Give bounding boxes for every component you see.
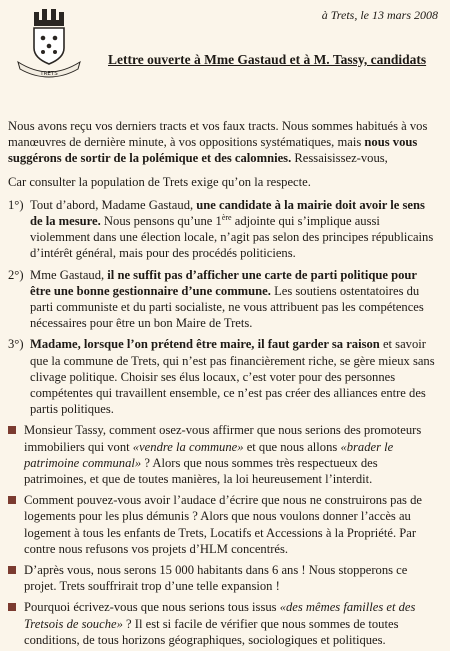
point-2: 2°) Mme Gastaud, il ne suffit pas d’afficher une carte de parti politique pour être une bonne gestionnaire d’une commune. Les soutiens ostentatoires du parti communiste et du parti socialiste, ne vous attribuent pas les compétences nécessaires pour être un bon Maire de Trets. [8, 267, 424, 331]
square-bullet-icon [8, 496, 16, 504]
point-number: 1°) [8, 197, 24, 212]
bullet-item: Monsieur Tassy, comment osez-vous affirmer que nous serions des promoteurs immobiliers qui vont «vendre la commune» et que nous allons «brader le patrimoine communal» ? Alors que nous sommes très respectueux des patrimoines, et que de toutes manières, la loi heureusement l’interdit. [8, 422, 438, 487]
consult-paragraph: Car consulter la population de Trets exige qu’on la respecte. [8, 174, 311, 189]
letter-title: Lettre ouverte à Mme Gastaud et à M. Tassy, candidats [108, 52, 427, 67]
intro-paragraph: Nous avons reçu vos derniers tracts et vos faux tracts. Nous sommes habitués à vos manœuvres de dernière minute, à vos oppositions systématiques, mais nous vous suggérons de sortir de la polémique et des calomnies. Ressaisissez-vous, [8, 119, 428, 166]
square-bullet-icon [8, 603, 16, 611]
point-number: 2°) [8, 267, 24, 282]
square-bullet-icon [8, 566, 16, 574]
town-crest-icon [14, 6, 84, 78]
bullet-item: D’après vous, nous serons 15 000 habitants dans 6 ans ! Nous stopperons ce projet. Trets souffrirait trop d’une telle expansion ! [8, 562, 438, 594]
letter-body [8, 118, 438, 648]
crest-banner-text: TRETS [40, 71, 58, 77]
square-bullet-icon [8, 426, 16, 434]
bullet-item: Pourquoi écrivez-vous que nous serions tous issus «des mêmes familles et des Tretsois de souche» ? Il est si facile de vérifier que nous sommes de toutes conditions, de tous horizons géographiques, sociologiques et politiques. [8, 599, 438, 648]
point-number: 3°) [8, 337, 24, 352]
point-1: 1°) Tout d’abord, Madame Gastaud, une candidate à la mairie doit avoir le sens de la mesure. Nous pensons qu’une 1ère adjointe qui s’implique aussi violemment dans une élection locale, n’agit pas selon des principes républicains d’intérêt général, mais pour des procédés politiciens. [8, 197, 434, 261]
point-3: 3°) Madame, lorsque l’on prétend être maire, il faut garder sa raison et savoir que la commune de Trets, qui n’est pas financièrement riche, se gère mieux sans clivage politique. Choisir ses élus locaux, c’est voter pour des personnes compétentes qui travaillent ensemble, ce n’est pas créer des alliances entre des partis politiques. [8, 337, 435, 417]
dateline: à Trets, le 13 mars 2008 [321, 8, 438, 22]
bullet-item: Comment pouvez-vous avoir l’audace d’écrire que nous ne construirons pas de logements pour les plus démunis ? Alors que nous voulons donner l’accès au logement à tous les enfants de Trets, Locatifs et Accessions à la Propriété. Par contre nous refusons vos projets d’HLM concentrés. [8, 492, 438, 557]
